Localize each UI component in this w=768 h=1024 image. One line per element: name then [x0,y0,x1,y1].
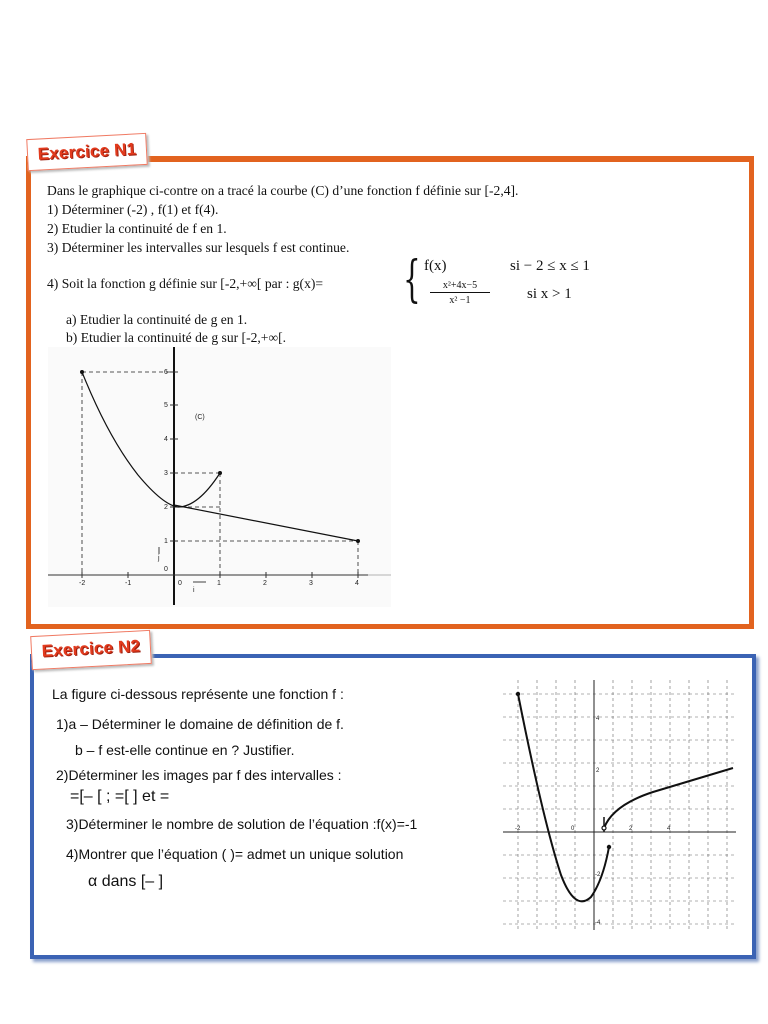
ex2-x-tick: -2 [515,826,521,832]
ex1-y-tick: 6 [164,369,168,376]
curve-label: (C) [195,414,205,421]
ex1-x-tick: 3 [309,580,313,587]
ex2-intro: La figure ci-dessous représente une fonction f : [52,686,344,702]
ex2-x-tick: 2 [629,826,633,832]
ex1-y-tick: 3 [164,470,168,477]
ex1-graph [48,347,391,607]
ex2-y-tick: 2 [596,768,600,774]
ex1-question-4b: b) Etudier la continuité de g sur [-2,+∞[. [66,330,287,345]
ex1-y-zero: 0 [164,566,168,573]
exercise-1-badge: Exercice N1 [26,133,148,171]
ex1-x-tick: 0 [178,580,182,587]
ex2-y-tick: 4 [596,716,600,722]
ex2-y-tick: -2 [595,872,601,878]
ex1-y-tick: 4 [164,436,168,443]
ex1-question-4a: a) Etudier la continuité de g en 1. [66,312,248,327]
ex1-intro: Dans le graphique ci-contre on a tracé la courbe (C) d’une fonction f définie sur [-2,4]. [47,183,519,198]
ex2-y-tick: -4 [595,920,601,926]
case-2-condition: si x > 1 [527,286,572,302]
ex2-x-tick: 0 [571,826,575,832]
ex1-y-tick: 2 [164,504,168,511]
ex1-x-tick: -2 [79,580,86,587]
ex2-question-2: 2)Déterminer les images par f des intervalles : [56,767,342,783]
case-2-denominator: x² −1 [449,295,471,306]
ex1-x-tick: 2 [263,580,267,587]
ex2-question-4-interval: α dans [– ] [88,873,164,890]
piecewise-brace: { [403,250,421,308]
ex2-question-1a: 1)a – Déterminer le domaine de définition de f. [56,716,344,732]
ex2-question-4: 4)Montrer que l’équation ( )= admet un unique solution [66,846,404,862]
ex1-question-1: 1) Déterminer (-2) , f(1) et f(4). [47,202,219,217]
ex2-question-3: 3)Déterminer le nombre de solution de l’équation :f(x)=-1 [66,816,418,832]
ex1-x-tick: -1 [125,580,132,587]
ex2-x-tick: 4 [667,826,671,832]
ex1-question-3: 3) Déterminer les intervalles sur lesquels f est continue. [47,240,350,255]
ex1-question-2: 2) Etudier la continuité de f en 1. [47,221,227,236]
case-1-expression: f(x) [424,258,447,274]
case-2-numerator: x²+4x−5 [430,279,490,293]
ex1-x-tick: 1 [217,580,221,587]
unit-vector-i: i [193,587,195,594]
ex2-question-1b: b – f est-elle continue en ? Justifier. [75,742,295,758]
ex1-y-tick: 5 [164,402,168,409]
case-1-condition: si − 2 ≤ x ≤ 1 [510,258,590,274]
ex1-x-tick: 4 [355,580,359,587]
ex1-question-4: 4) Soit la fonction g définie sur [-2,+∞[ par : g(x)= [47,276,324,291]
exercise-2-badge: Exercice N2 [30,630,152,670]
ex2-graph [503,680,736,930]
ex1-y-tick: 1 [164,538,168,545]
ex2-question-2-intervals: =[– [ ; =[ ] et = [70,788,170,805]
unit-vector-j: j [158,555,160,562]
